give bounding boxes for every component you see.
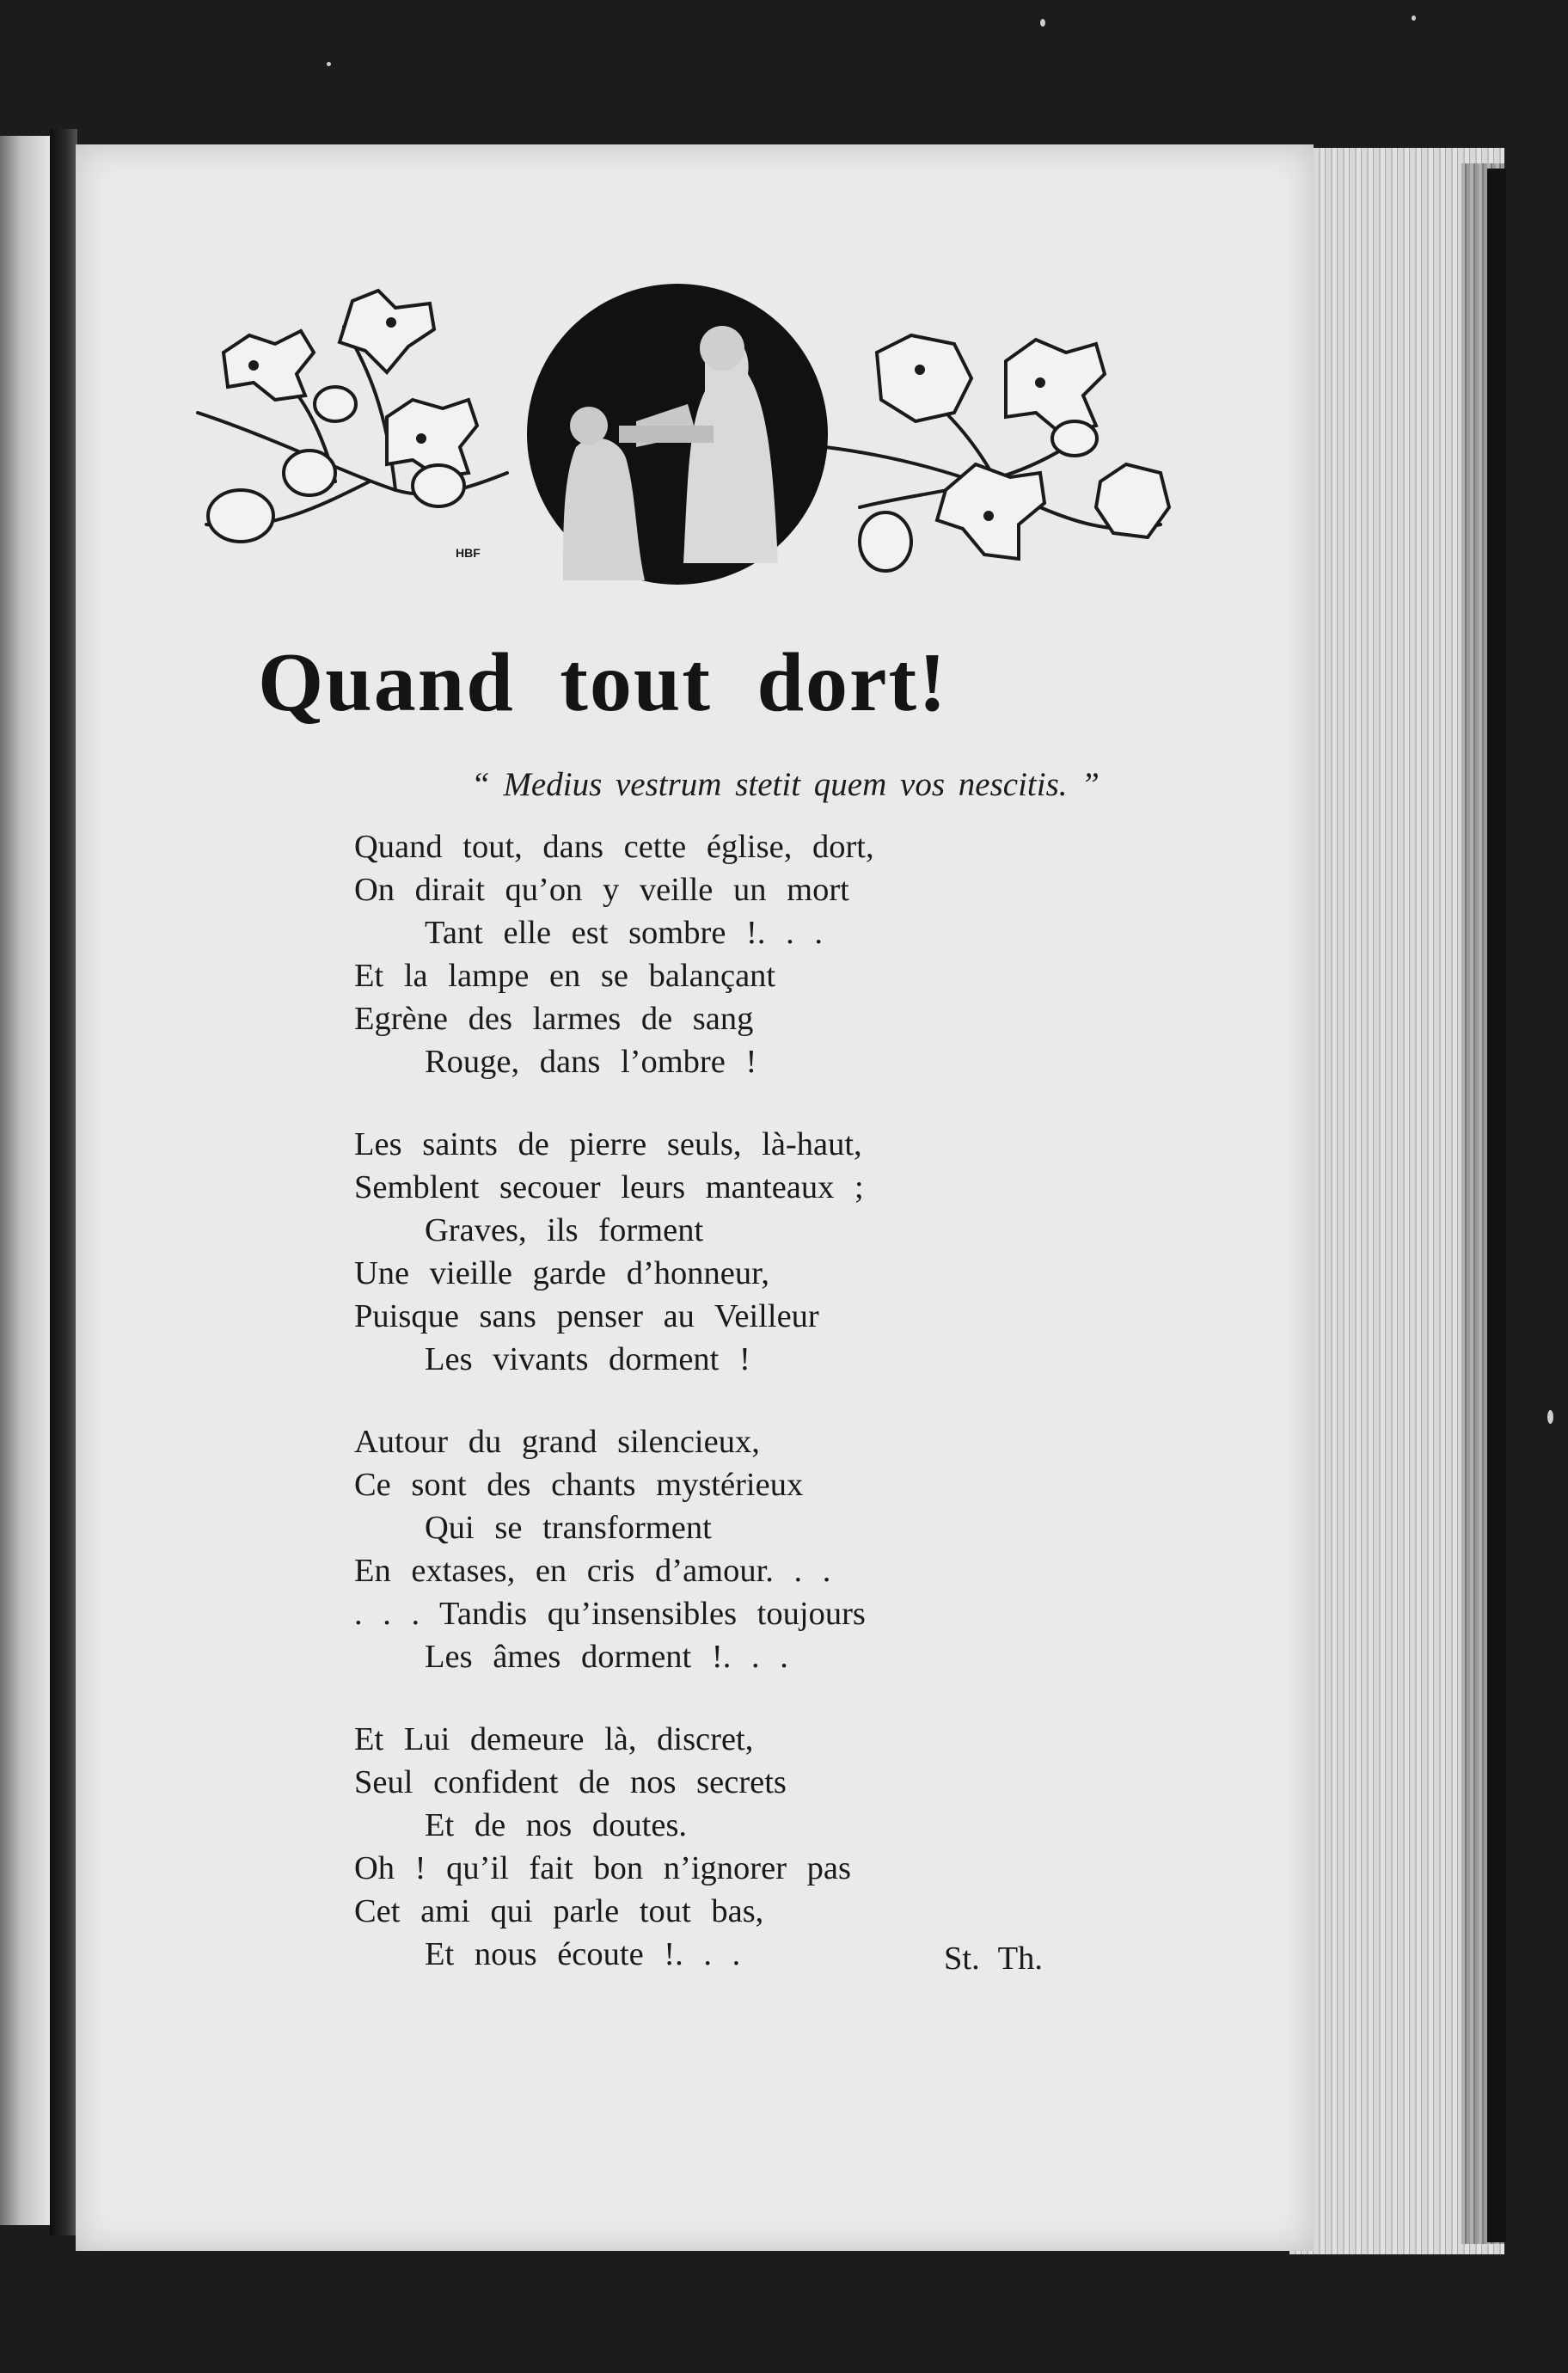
poem-line: Rouge, dans l’ombre ! <box>425 1044 757 1080</box>
stanza <box>354 1718 1214 1976</box>
poem-line: Quand tout, dans cette église, dort, <box>354 829 874 865</box>
poem-line: Et la lampe en se balançant <box>354 958 776 994</box>
film-speck <box>1547 1410 1553 1424</box>
poem-line: On dirait qu’on y veille un mort <box>354 872 849 908</box>
book-cover-edge <box>1487 169 1506 2242</box>
poem-line: Autour du grand silencieux, <box>354 1424 760 1460</box>
poem-line: Egrène des larmes de sang <box>354 1001 754 1037</box>
poem-line: Ce sont des chants mystérieux <box>354 1467 804 1503</box>
stanza <box>354 825 1214 1083</box>
illustration-monogram: HBF <box>456 546 481 560</box>
stanza <box>354 1420 1214 1678</box>
author-signature: St. Th. <box>944 1941 1044 1977</box>
poem-line: Les âmes dorment !. . . <box>425 1639 788 1675</box>
poem-line: Et Lui demeure là, discret, <box>354 1721 754 1757</box>
poem-epigraph: “ Medius vestrum stetit quem vos nescitis. ” <box>471 766 1099 803</box>
film-speck <box>327 62 331 66</box>
stanza <box>354 1123 1214 1381</box>
poem-line: Semblent secouer leurs manteaux ; <box>354 1169 864 1205</box>
poem-line: . . . Tandis qu’insensibles toujours <box>354 1596 866 1632</box>
nasturtium-headpiece-illustration <box>172 275 1178 645</box>
film-speck <box>1412 15 1416 21</box>
poem-line: Puisque sans penser au Veilleur <box>354 1298 819 1334</box>
poem-title: Quand tout dort! <box>258 636 948 729</box>
poem-line: Et nous écoute !. . . <box>425 1936 741 1972</box>
poem-line: Oh ! qu’il fait bon n’ignorer pas <box>354 1850 851 1886</box>
poem-line: Et de nos doutes. <box>425 1807 688 1843</box>
poem-line: Tant elle est sombre !. . . <box>425 915 823 951</box>
poem-line: En extases, en cris d’amour. . . <box>354 1553 831 1589</box>
film-speck <box>1040 19 1045 27</box>
facing-page-edge <box>0 136 50 2225</box>
poem-line: Cet ami qui parle tout bas, <box>354 1893 764 1929</box>
poem-line: Seul confident de nos secrets <box>354 1764 787 1800</box>
poem-body <box>354 825 1214 2015</box>
poem-line: Les saints de pierre seuls, là-haut, <box>354 1126 862 1162</box>
poem-line: Qui se transforment <box>425 1510 712 1546</box>
poem-line: Les vivants dorment ! <box>425 1341 750 1377</box>
poem-line: Graves, ils forment <box>425 1212 704 1248</box>
poem-line: Une vieille garde d’honneur, <box>354 1255 770 1291</box>
book-gutter <box>50 129 77 2235</box>
